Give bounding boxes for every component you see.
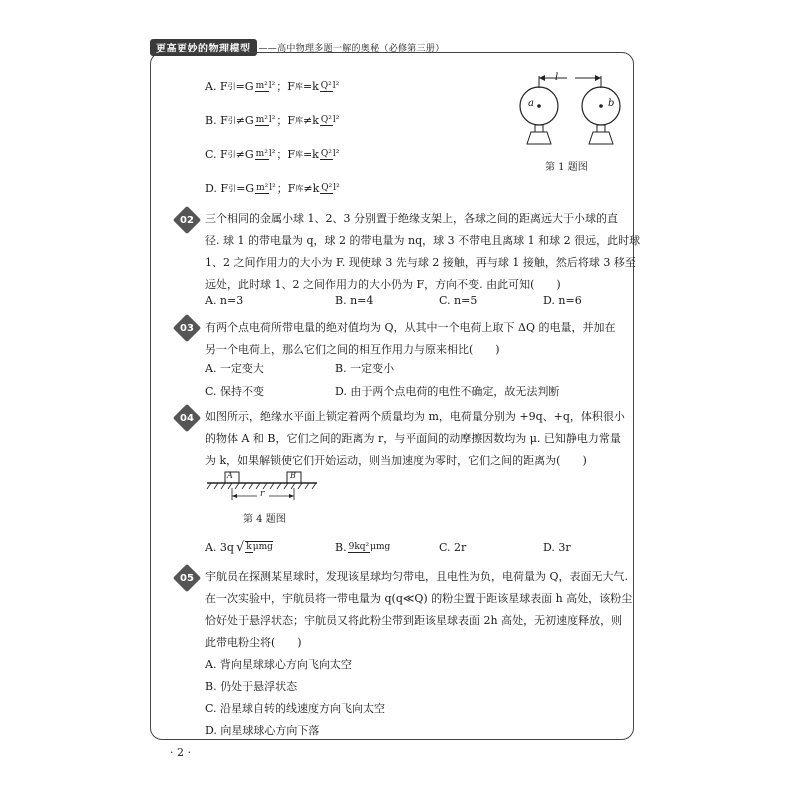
q5-number: 05	[180, 572, 194, 584]
q5-option-b: B. 仍处于悬浮状态	[205, 680, 298, 693]
q2-option-d: D. n=6	[543, 294, 582, 307]
q1-option-d: D. F 引 =G m²l² ；F 库 ≠k Q²l²	[205, 181, 340, 195]
q2-number: 02	[180, 214, 194, 226]
q2-stem: 三个相同的金属小球 1、2、3 分别置于绝缘支架上，各球之间的距离远大于小球的直 径. 球 1 的带电量为 q，球 2 的带电量为 nq，球 3 不带电且离球 1 和球 2 很远，此时球 1、2 之间作用力的大小为 F. 现使球 3 先与球 2 接触，再与球 1 接触，然后将球 3 移至 远处，此时球 1、2 之间作用力的大小仍为 F，方向不变. 由此可知( )	[205, 212, 641, 291]
q3-option-b: B. 一定变小	[335, 362, 395, 375]
q4-distance-label: r	[260, 489, 265, 499]
q3-options-row1	[205, 360, 394, 376]
q3-option-a: A. 一定变大	[205, 362, 264, 375]
q2-option-c: C. n=5	[439, 294, 478, 307]
q4-block-b-label: B	[290, 471, 296, 480]
q5-option-a: A. 背向星球球心方向飞向太空	[205, 658, 352, 671]
q4-figure-caption: 第 4 题图	[243, 514, 286, 525]
q2-option-b: B. n=4	[335, 294, 374, 307]
q2-option-a: A. n=3	[205, 294, 244, 307]
q4-option-a: A. 3q √ kμmg	[205, 539, 273, 555]
book-subtitle: ——高中物理多题一解的奥秘（必修第三册）	[258, 43, 445, 54]
q4-stem: 如图所示，绝缘水平面上锁定着两个质量均为 m，电荷量分别为 +9q、+q，体积很小 的物体 A 和 B，它们之间的距离为 r，与平面间的动摩擦因数均为 μ. 已知静电力常量 为 k，如果解锁使它们开始运动，则当加速度为零时，它们之间的距离为( )	[205, 410, 625, 467]
q5-options	[205, 654, 385, 742]
q1-ball-a-label: a	[528, 98, 534, 109]
book-title: 更高更妙的物理模型	[150, 39, 257, 56]
q1-distance-label: l	[555, 72, 559, 83]
q2-options	[205, 294, 625, 307]
q4-block-a-label: A	[227, 471, 233, 480]
page-number: · 2 ·	[170, 746, 191, 759]
q1-option-b: B. F 引 ≠G m²l² ；F 库 ≠k Q²l²	[205, 113, 340, 127]
q5-option-c: C. 沿星球自转的线速度方向飞向太空	[205, 702, 386, 715]
q4-option-c: C. 2r	[439, 540, 467, 554]
q3-option-c: C. 保持不变	[205, 385, 265, 398]
q1-ball-b-label: b	[608, 98, 615, 109]
q3-stem: 有两个点电荷所带电量的绝对值均为 Q，从其中一个电荷上取下 ΔQ 的电量，并加在 另一个电荷上，那么它们之间的相互作用力与原来相比( )	[205, 321, 616, 356]
q4-option-b: B. 9kq²μmg	[335, 540, 391, 554]
q1-option-a: A. F 引 =G m²l² ；F 库 =k Q²l²	[205, 79, 340, 93]
q3-option-d: D. 由于两个点电荷的电性不确定，故无法判断	[335, 385, 560, 398]
q4-options	[205, 532, 571, 562]
q4-number: 04	[180, 412, 194, 424]
q5-option-d: D. 向星球球心方向下落	[205, 724, 320, 737]
q3-options-row2	[205, 383, 559, 399]
q4-option-d: D. 3r	[543, 540, 571, 554]
q1-figure-caption: 第 1 题图	[545, 162, 588, 173]
q5-stem: 宇航员在探测某星球时，发现该星球均匀带电，且电性为负，电荷量为 Q，表面无大气. 在一次实验中，宇航员将一带电量为 q(q≪Q) 的粉尘置于距该星球表面 h 高处，该粉尘 恰好处于悬浮状态；宇航员又将此粉尘带到距该星球表面 2h 高处，无初速度释放，则 此带电粉尘将( )	[205, 570, 633, 649]
q1-option-c: C. F 引 ≠G m²l² ；F 库 =k Q²l²	[205, 147, 340, 161]
q3-number: 03	[180, 322, 194, 334]
